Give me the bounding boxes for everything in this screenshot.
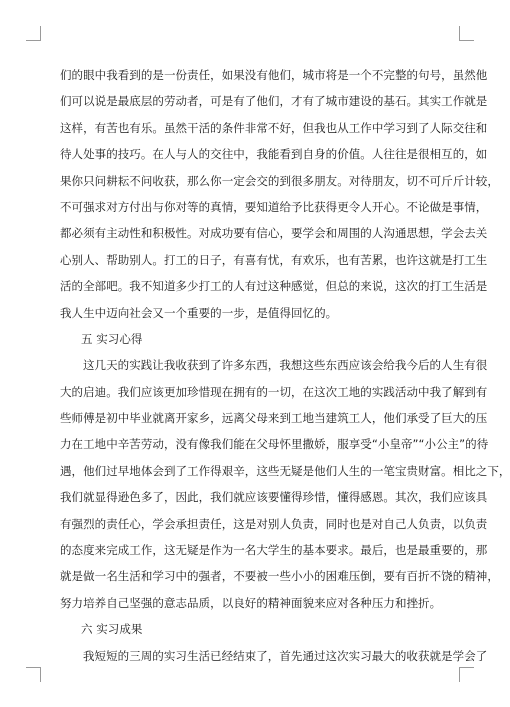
- text-line: 力在工地中辛苦劳动，没有像我们能在父母怀里撒娇，服享受“小皇帝”“小公主”的待: [60, 437, 489, 452]
- text-line: 我人生中迈向社会又一个重要的一步，是值得回忆的。: [60, 305, 338, 320]
- text-line: 大的启迪。我们应该更加珍惜现在拥有的一切，在这次工地的实践活动中我了解到有: [60, 384, 488, 399]
- section-heading: 五 实习心得: [81, 331, 143, 346]
- text-line: 我们就显得逊色多了，因此，我们就应该要懂得珍惜，懂得感恩。其次，我们应该具: [60, 490, 488, 505]
- crop-mark-bottom-right: [459, 667, 474, 682]
- text-line: 活的全部吧。我不知道多少打工的人有过这种感觉，但总的来说，这次的打工生活是: [60, 279, 488, 294]
- text-line: 我短短的三周的实习生活已经结束了，首先通过这次实习最大的收获就是学会了: [83, 648, 488, 663]
- text-line: 有强烈的责任心，学会承担责任，这是对别人负责，同时也是对自己人负责，以负责: [60, 516, 488, 531]
- text-line: 不可强求对方付出与你对等的真情，要知道给予比获得更令人开心。不论做是事情，: [60, 199, 488, 214]
- crop-mark-bottom-left: [26, 667, 41, 682]
- text-line: 这样，有苦也有乐。虽然干活的条件非常不好，但我也从工作中学习到了人际交往和: [60, 120, 488, 135]
- text-line: 都必须有主动性和积极性。对成功要有信心，要学会和周围的人沟通思想，学会去关: [60, 226, 488, 241]
- text-line: 就是做一名生活和学习中的强者，不要被一些小小的困难压倒，要有百折不饶的精神，: [60, 569, 499, 584]
- text-line: 们可以说是最底层的劳动者，可是有了他们，才有了城市建设的基石。其实工作就是: [60, 94, 488, 109]
- text-line: 心别人、帮助别人。打工的日子，有喜有忧，有欢乐，也有苦累，也许这就是打工生: [60, 252, 488, 267]
- text-line: 果你只问耕耘不问收获，那么你一定会交的到很多朋友。对待朋友，切不可斤斤计较，: [60, 173, 499, 188]
- crop-mark-top-left: [26, 26, 41, 41]
- text-line: 这几天的实践让我收获到了许多东西，我想这些东西应该会给我今后的人生有很: [83, 358, 488, 373]
- document-body: [60, 62, 510, 669]
- section-heading: 六 实习成果: [81, 622, 143, 637]
- text-line: 的态度来完成工作，这无疑是作为一名大学生的基本要求。最后，也是最重要的，那: [60, 543, 488, 558]
- crop-mark-top-right: [459, 26, 474, 41]
- text-line: 努力培养自己坚强的意志品质，以良好的精神面貌来应对各种压力和挫折。: [60, 595, 442, 610]
- text-line: 些师傅是初中毕业就离开家乡，远离父母来到工地当建筑工人，他们承受了巨大的压: [60, 411, 488, 426]
- text-line: 们的眼中我看到的是一份责任，如果没有他们，城市将是一个不完整的句号，虽然他: [60, 68, 488, 82]
- text-line: 待人处事的技巧。在人与人的交往中，我能看到自身的价值。人往往是很相互的，如: [60, 147, 488, 162]
- text-line: 遇，他们过早地体会到了工作得艰辛，这些无疑是他们人生的一笔宝贵财富。相比之下，: [60, 463, 510, 478]
